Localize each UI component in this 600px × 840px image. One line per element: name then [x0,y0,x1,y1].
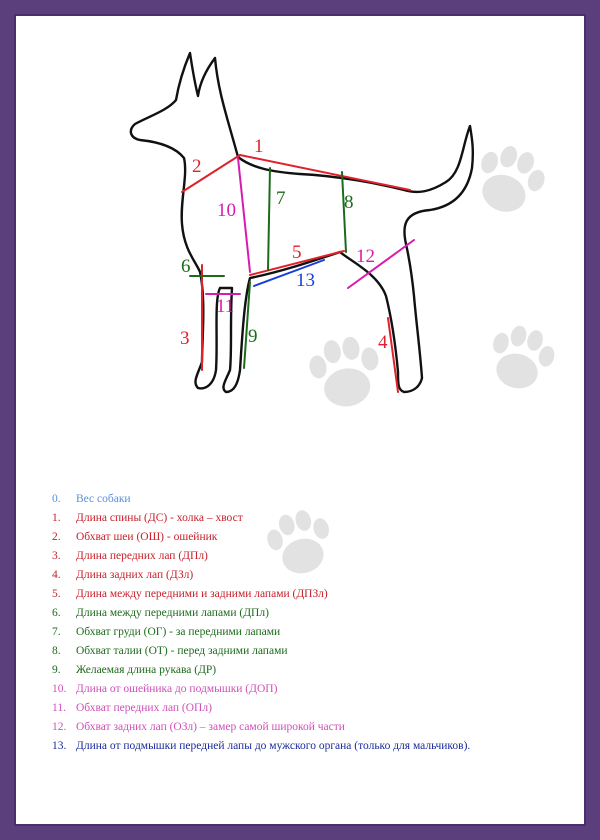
legend-text: Обхват передних лап (ОПл) [76,702,212,714]
legend-number: 10. [52,683,67,695]
legend-item [52,566,470,585]
legend-item [52,661,470,680]
legend-item [52,680,470,699]
legend-number: 11. [52,702,66,714]
line-1 [240,155,410,190]
legend-item [52,547,470,566]
label-4: 4 [378,332,388,353]
legend-number: 4. [52,569,61,581]
legend-text: Обхват груди (ОГ) - за передними лапами [76,626,281,638]
legend-item [52,737,470,756]
legend-text: Обхват шеи (ОШ) - ошейник [76,531,218,543]
legend-text: Вес собаки [76,493,131,505]
legend-text: Длина от ошейника до подмышки (ДОП) [76,683,278,695]
legend-number: 2. [52,531,61,543]
legend-text: Длина между передними и задними лапами (ДПЗл) [76,588,328,600]
line-2 [182,155,240,192]
label-3: 3 [180,328,190,349]
label-10: 10 [217,200,236,221]
measurement-legend [52,490,470,756]
legend-item [52,718,470,737]
paw-icon [483,320,560,396]
legend-text: Длина между передними лапами (ДПл) [76,607,269,619]
line-7 [268,168,270,270]
legend-number: 7. [52,626,61,638]
paw-icon [306,333,386,412]
label-11: 11 [216,296,235,317]
measurement-labels [180,136,388,353]
label-2: 2 [192,156,202,177]
paw-icon [468,138,552,222]
legend-item [52,699,470,718]
legend-text: Длина задних лап (ДЗл) [76,569,194,581]
legend-text: Длина от подмышки передней лапы до мужского органа (только для мальчиков). [76,740,471,752]
legend-number: 6. [52,607,61,619]
label-1: 1 [254,136,264,157]
label-5: 5 [292,242,302,263]
legend-number: 12. [52,721,67,733]
legend-text: Обхват талии (ОТ) - перед задними лапами [76,645,288,657]
legend-item [52,604,470,623]
label-13: 13 [296,270,315,291]
legend-number: 8. [52,645,61,657]
legend-item [52,623,470,642]
line-10 [238,158,250,272]
legend-text: Обхват задних лап (ОЗл) – замер самой широкой части [76,721,345,733]
legend-item [52,528,470,547]
legend-text: Длина передних лап (ДПл) [76,550,208,562]
legend-text: Желаемая длина рукава (ДР) [76,664,217,676]
legend-item [52,509,470,528]
legend-number: 1. [52,512,61,524]
legend-item [52,585,470,604]
legend-text: Длина спины (ДС) - холка – хвост [76,512,243,524]
legend-item [52,490,470,509]
label-6: 6 [181,256,191,277]
label-9: 9 [248,326,258,347]
legend-number: 3. [52,550,61,562]
legend-number: 5. [52,588,61,600]
label-7: 7 [276,188,286,209]
legend-number: 9. [52,664,61,676]
label-8: 8 [344,192,354,213]
legend-item [52,642,470,661]
legend-number: 0. [52,493,61,505]
label-12: 12 [356,246,375,267]
legend-number: 13. [52,740,67,752]
